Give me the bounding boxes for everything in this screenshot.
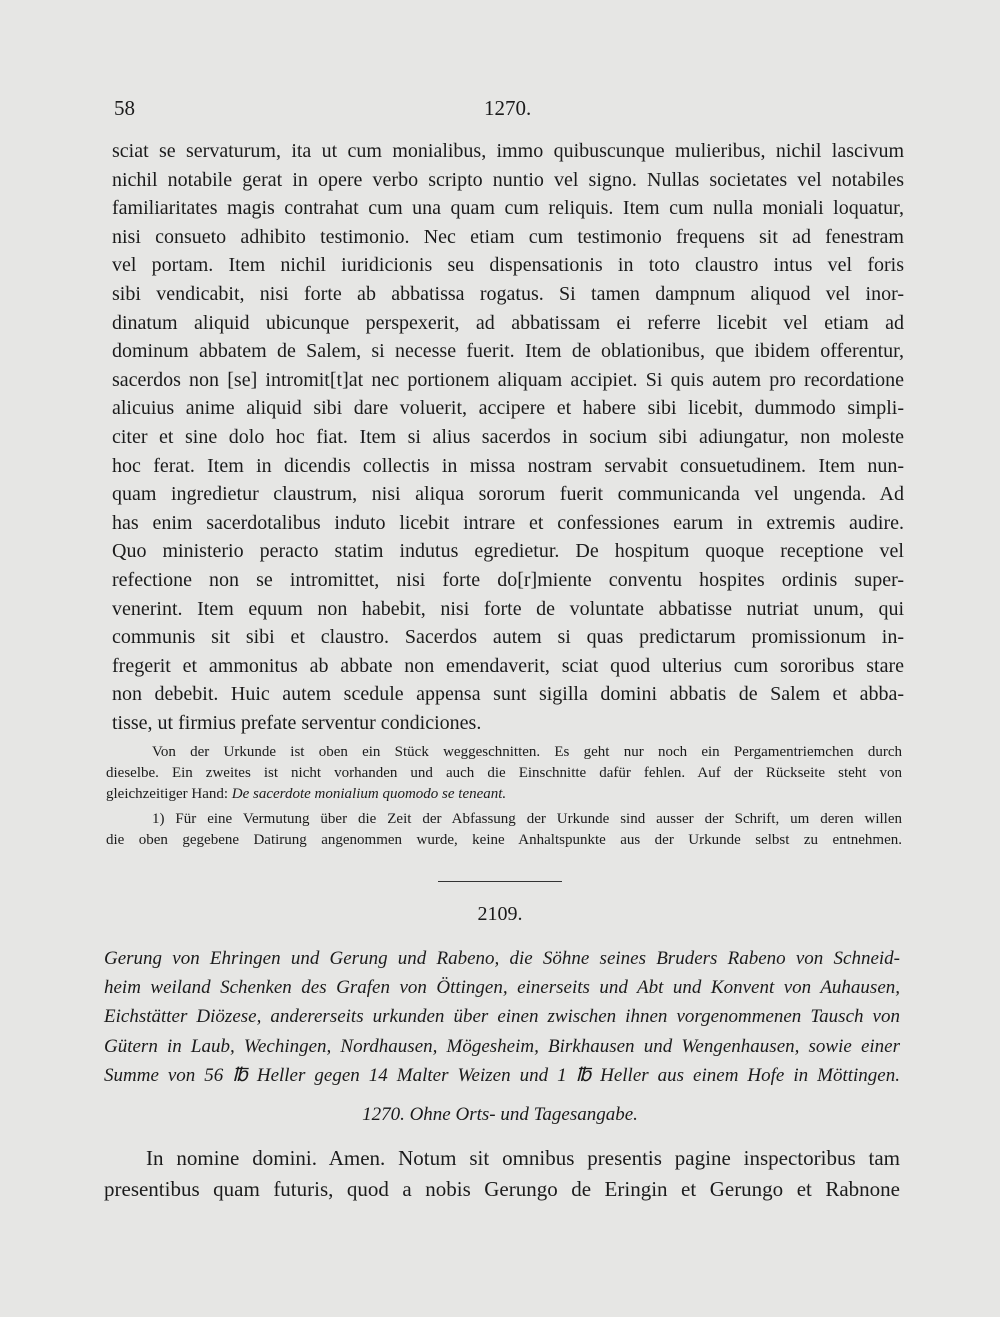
text-line: dinatum aliquid ubicunque perspexerit, ad abbatissam ei referre licebit vel etiam ad (112, 311, 904, 334)
text-line: citer et sine dolo hoc fiat. Item si alius sacerdos in socium sibi adiungatur, non moleste (112, 425, 904, 448)
text-line: alicuius anime aliquid sibi dare voluerit, accipere et habere sibi licebit, dummodo simpli- (112, 397, 904, 420)
text-line: vel portam. Item nichil iuridicionis seu dispensationis in toto claustro intus vel foris (112, 254, 904, 277)
text-line: sacerdos non [se] intromit[t]at nec portionem aliquam accipiet. Si quis autem pro recordatione (112, 368, 904, 391)
text-line: has enim sacerdotalibus induto licebit intrare et confessiones earum in extremis audire. (112, 511, 904, 534)
remark-line (106, 784, 902, 805)
text-line: quam ingredietur claustrum, nisi aliqua sororum fuerit communicanda vel ungenda. Ad (112, 483, 904, 506)
text-line: Quo ministerio peracto statim indutus egredietur. De hospitum quoque receptione vel (112, 540, 904, 563)
text-line: In nomine domini. Amen. Notum sit omnibus presentis pagine inspectoribus tam (146, 1146, 900, 1170)
charter-text (104, 1143, 900, 1205)
text-line: venerint. Item equum non habebit, nisi forte de voluntate abbatisse nutriat unum, qui (112, 597, 904, 620)
remark-prefix: gleichzeitiger Hand: (106, 786, 232, 802)
regest-line: Eichstätter Diözese, andererseits urkunden über einen zwischen ihnen vorgenommenen Tausch von (104, 1006, 900, 1028)
text-line: communis sit sibi et claustro. Sacerdos autem si quas predictarum promissionum in- (112, 626, 904, 649)
remark-line: Von der Urkunde ist oben ein Stück weggeschnitten. Es geht nur noch ein Pergamentriemchen durch (152, 744, 902, 760)
remark-line: dieselbe. Ein zweites ist nicht vorhanden und auch die Einschnitte dafür fehlen. Auf der Rückseite steht von (106, 765, 902, 781)
text-line: nisi consueto adhibito testimonio. Nec etiam cum testimonio frequens sit ad fenestram (112, 225, 904, 248)
footnote-line: 1) Für eine Vermutung über die Zeit der Abfassung der Urkunde sind ausser der Schrift, um deren willen (152, 811, 902, 827)
regest-line: Gütern in Laub, Wechingen, Nordhausen, Mögesheim, Birkhausen und Wengenhausen, sowie einer (104, 1035, 900, 1057)
document-number: 2109. (477, 903, 523, 925)
text-line: sciat se servaturum, ita ut cum monialibus, immo quibuscunque mulieribus, nichil lascivum (112, 140, 904, 162)
text-line: familiaritates magis contrahat cum una quam cum reliquis. Item cum nulla moniali loquatur, (112, 197, 904, 220)
text-line: nichil notabile gerat in opere verbo scripto nuntio vel signo. Nullas societates vel notabiles (112, 168, 904, 191)
text-line: presentibus quam futuris, quod a nobis Gerungo de Eringin et Gerungo et Rabnone (104, 1177, 900, 1201)
dating-line: 1270. Ohne Orts- und Tagesangabe. (362, 1104, 638, 1125)
text-line: fregerit et ammonitus ab abbate non emendaverit, sciat quod ulterius cum sororibus stare (112, 654, 904, 677)
text-line: dominum abbatem de Salem, si necesse fuerit. Item de oblationibus, que ibidem offerentur, (112, 340, 904, 363)
text-line: sibi vendicabit, nisi forte ab abbatissa rogatus. Si tamen dampnum aliquod vel inor- (112, 282, 904, 305)
text-line: tisse, ut firmius prefate serventur condiciones. (112, 711, 482, 734)
section-divider (438, 881, 562, 882)
dorsal-note: De sacerdote monialium quomodo se teneant. (231, 786, 507, 802)
regest-line: Gerung von Ehringen und Gerung und Rabeno, die Söhne seines Bruders Rabeno von Schneid- (104, 948, 900, 969)
regest-line: Summe von 56 ℔ Heller gegen 14 Malter Weizen und 1 ℔ Heller aus einem Hofe in Möttingen. (104, 1064, 900, 1086)
regest-summary (104, 944, 900, 1090)
editorial-notes (106, 742, 902, 851)
text-line: refectione non se intromittet, nisi forte do[r]miente conventu hospites ordinis super- (112, 568, 904, 591)
regest-line: heim weiland Schenken des Grafen von Öttingen, einerseits und Abt und Konvent von Auhausen, (104, 977, 900, 999)
text-line: non debebit. Huic autem scedule appensa sunt sigilla domini abbatis de Salem et abba- (112, 683, 904, 706)
running-header-year: 1270. (484, 96, 532, 120)
charter-continuation-text (112, 137, 904, 737)
text-line: hoc ferat. Item in dicendis collectis in missa nostram servabit consuetudinem. Item nun- (112, 454, 904, 477)
page-number: 58 (114, 96, 135, 120)
footnote-line: die oben gegebene Datirung angenommen wurde, keine Anhaltspunkte aus der Urkunde selbst zu entnehmen. (106, 832, 902, 848)
page-header (114, 96, 900, 122)
